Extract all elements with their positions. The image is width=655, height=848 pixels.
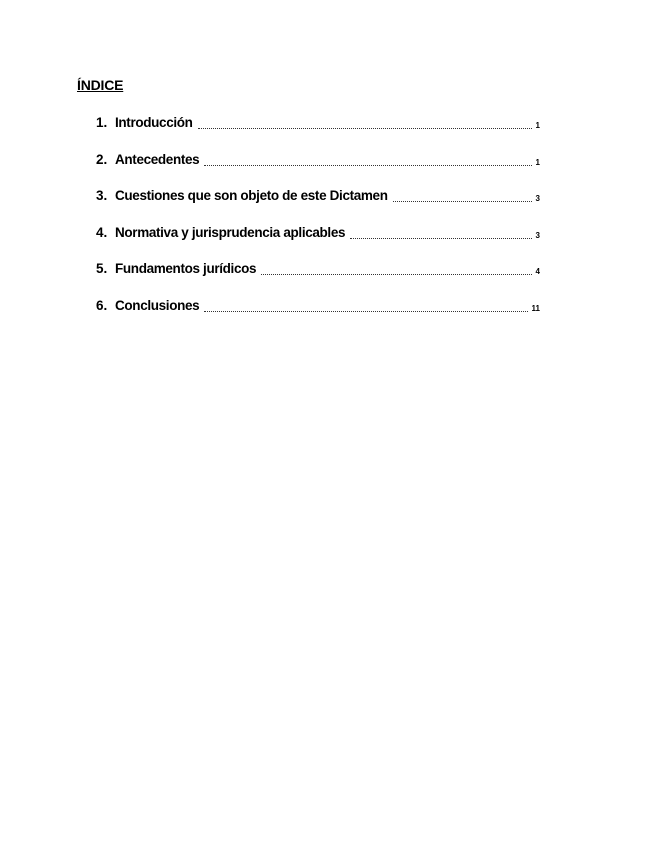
toc-entry-antecedentes[interactable] [96, 151, 540, 188]
toc-entry-normativa[interactable] [96, 224, 540, 261]
toc-entry-number: 4. [96, 224, 108, 240]
toc-entry-title[interactable]: Antecedentes [115, 151, 200, 167]
dot-leader [350, 224, 531, 239]
toc-entry-page: 3 [535, 194, 540, 204]
toc-entry-page: 1 [535, 157, 540, 167]
toc-entry-title[interactable]: Cuestiones que son objeto de este Dictamen [115, 188, 388, 204]
toc-entry-number: 5. [96, 261, 108, 277]
toc-entry-number: 6. [96, 297, 108, 313]
toc-entry-title[interactable]: Conclusiones [115, 297, 200, 313]
toc-entry-title[interactable]: Fundamentos jurídicos [115, 261, 257, 277]
dot-leader [198, 114, 532, 129]
toc-list [96, 114, 540, 334]
toc-entry-page: 4 [535, 267, 540, 277]
dot-leader [204, 297, 527, 312]
toc-entry-page: 1 [535, 121, 540, 130]
dot-leader [393, 187, 532, 202]
toc-heading: ÍNDICE [77, 77, 124, 93]
toc-entry-number: 3. [96, 188, 108, 204]
toc-entry-number: 2. [96, 151, 108, 167]
toc-entry-title[interactable]: Introducción [115, 115, 193, 130]
toc-entry-title[interactable]: Normativa y jurisprudencia aplicables [115, 224, 346, 240]
dot-leader [204, 151, 531, 166]
toc-entry-cuestiones[interactable] [96, 187, 540, 224]
toc-entry-number: 1. [96, 115, 108, 130]
toc-entry-fundamentos[interactable] [96, 260, 540, 297]
dot-leader [261, 260, 531, 275]
toc-entry-page: 11 [531, 303, 540, 313]
toc-entry-page: 3 [535, 230, 540, 240]
toc-entry-introduccion[interactable] [96, 114, 540, 151]
toc-entry-conclusiones[interactable] [96, 297, 540, 334]
